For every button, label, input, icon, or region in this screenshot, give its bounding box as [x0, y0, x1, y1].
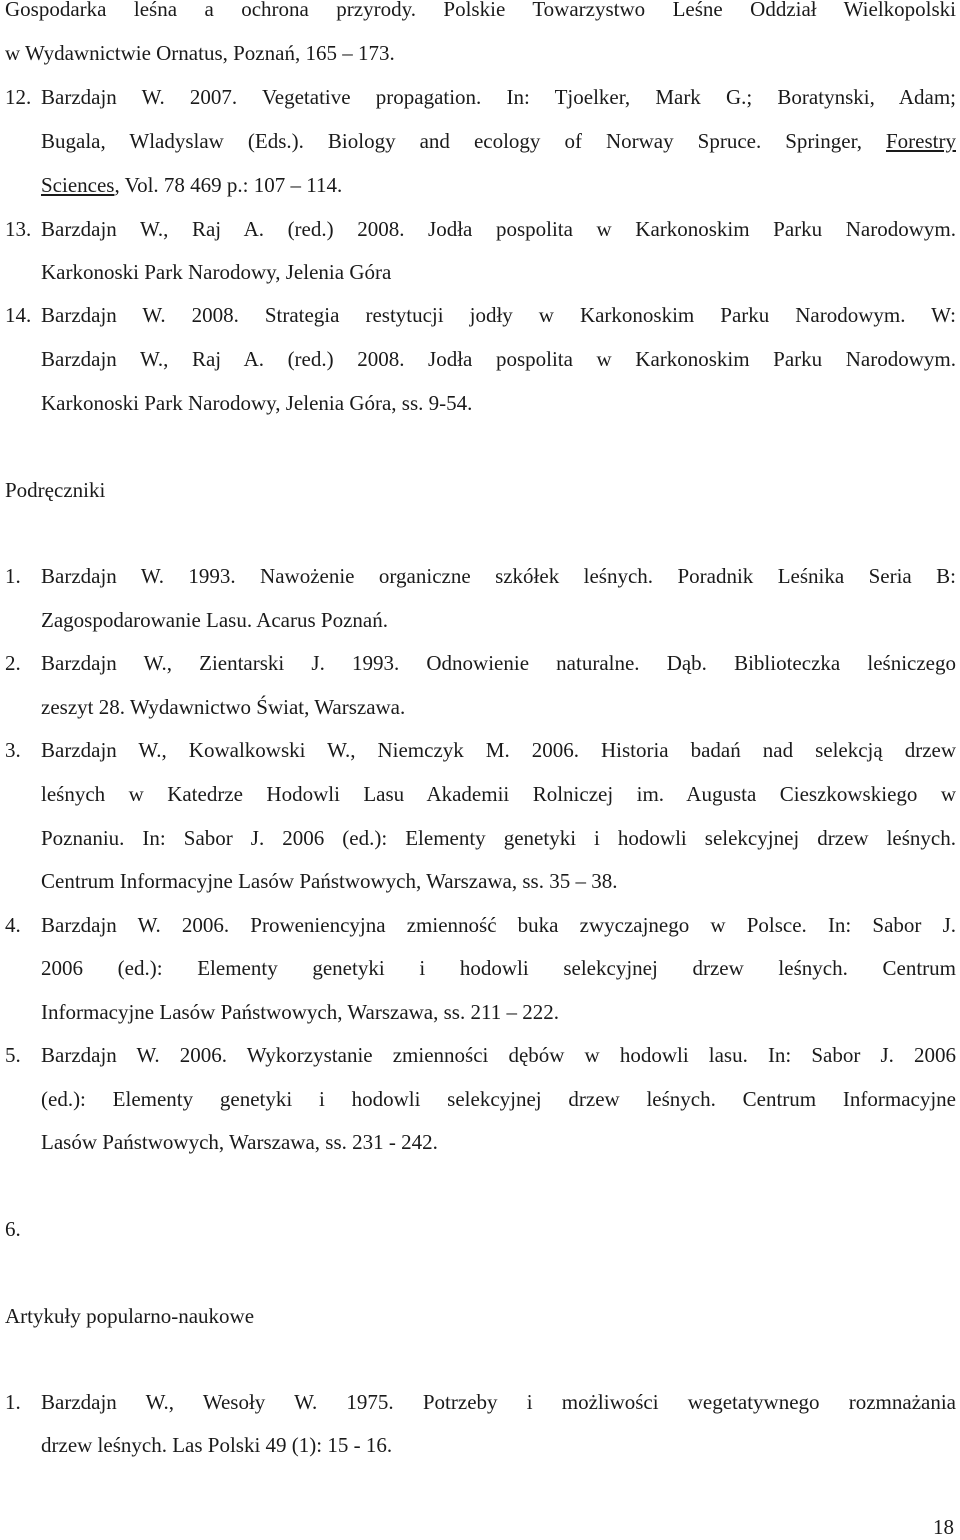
section-heading-artykuly: Artykuły popularno-naukowe: [5, 1304, 255, 1328]
item-number: 6.: [5, 1217, 21, 1241]
item-number: 1.: [5, 564, 21, 588]
item-number: 4.: [5, 913, 21, 937]
item-number: 3.: [5, 738, 21, 762]
page-number: 18: [933, 1515, 954, 1539]
underlined-word: Forestry: [886, 129, 956, 153]
item-number: 2.: [5, 651, 21, 675]
item-number: 13.: [5, 217, 32, 241]
section-heading-podreczniki: Podręczniki: [5, 478, 106, 502]
item-number: 1.: [5, 1390, 21, 1414]
document-page: Gospodarka leśna a ochrona przyrody. Polskie Towarzystwo Leśne Oddział Wielkopolski w Wydawnictwie Ornatus, Poznań, 165 – 173. 12. Barzdajn W. 2007. Vegetative propagation. In: Tjoelker, Mark G.; Boratynski, Adam; Bugala, Wladyslaw (Eds.). Biology and ecology of Norway Spruce. Springer, Forestry Sciences, Vol. 78 469 p.: 107 – 114. 13. Barzdajn W., Raj A. (red.) 2008. Jodła pospolita w Karkonoskim Parku Narodowym. Karkonoski Park Narodowy, Jelenia Góra 14. Barzdajn W. 2008. Strategia restytucji jodły w Karkonoskim Parku Narodowym. W: Barzdajn W., Raj A. (red.) 2008. Jodła pospolita w Karkonoskim Parku Narodowym. Karkonoski Park Narodowy, Jelenia Góra, ss. 9-54. Podręczniki 1. Barzdajn W. 1993. Nawożenie organiczne szkółek leśnych. Poradnik Leśnika Seria B: Zagospodarowanie Lasu. Acarus Poznań. 2. Barzdajn W., Zientarski J. 1993. Odnowienie naturalne. Dąb. Biblioteczka leśniczego zeszyt 28. Wydawnictwo Świat, Warszawa. 3. Barzdajn W., Kowalkowski W., Niemczyk M. 2006. Historia badań nad selekcją drzew leśnych w Katedrze Hodowli Lasu Akademii Rolniczej im. Augusta Cieszkowskiego w Poznaniu. In: Sabor J. 2006 (ed.): Elementy genetyki i hodowli selekcyjnej drzew leśnych. Centrum Informacyjne Lasów Państwowych, Warszawa, ss. 35 – 38. 4. Barzdajn W. 2006. Proweniencyjna zmienność buka zwyczajnego w Polsce. In: Sabor J. 2006 (ed.): Elementy genetyki i hodowli selekcyjnej drzew leśnych. Centrum Informacyjne Lasów Państwowych, Warszawa, ss. 211 – 222. 5. Barzdajn W. 2006. Wykorzystanie zmienności dębów w hodowli lasu. In: Sabor J. 2006 (ed.): Elementy genetyki i hodowli selekcyjnej drzew leśnych. Centrum Informacyjne Lasów Państwowych, Warszawa, ss. 231 - 242. 6. Artykuły popularno-naukowe 1. Barzdajn W., Wesoły W. 1975. Potrzeby i możliwości wegetatywnego rozmnażania drzew leśnych. Las Polski 49 (1): 15 - 16. 18: [5, 0, 956, 1539]
item-number: 12.: [5, 85, 32, 109]
underlined-word: Sciences: [41, 173, 115, 197]
item-number: 5.: [5, 1043, 21, 1067]
item-number: 14.: [5, 303, 32, 327]
